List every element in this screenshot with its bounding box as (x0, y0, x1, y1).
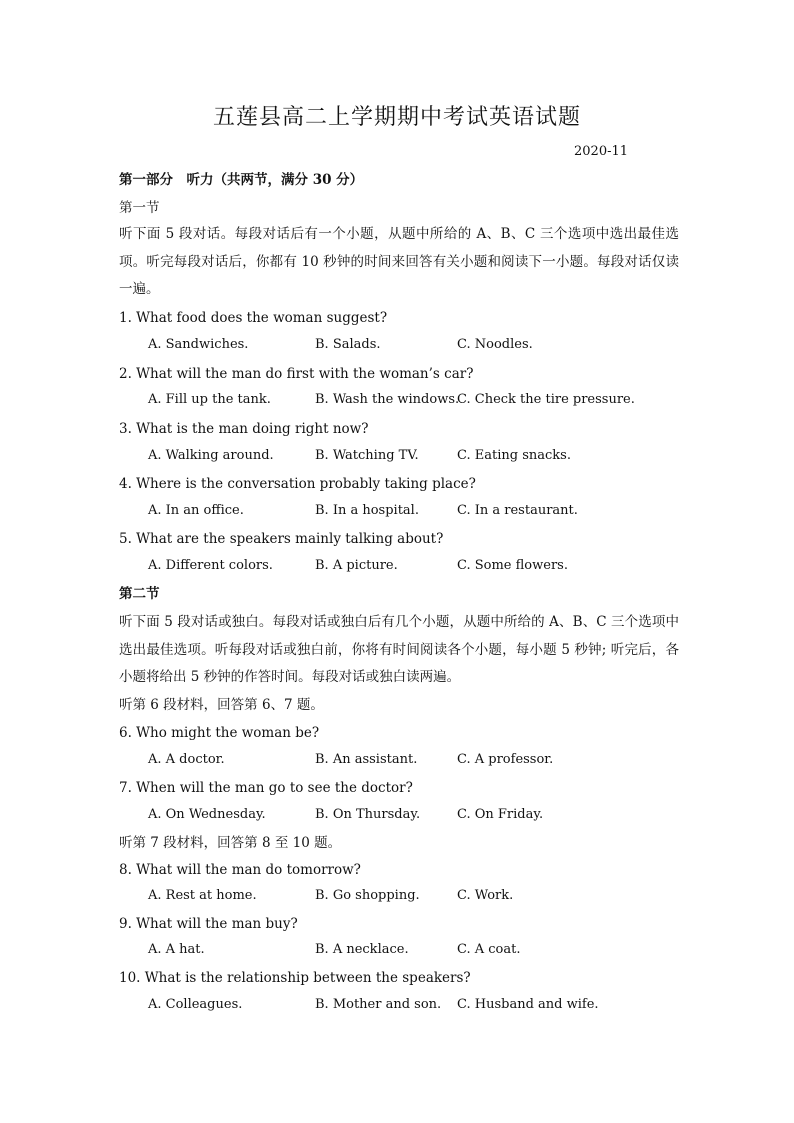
q3-option-c: C. Eating snacks. (457, 448, 571, 463)
q2-option-b: B. Wash the windows. (315, 392, 460, 407)
q9-option-c: C. A coat. (457, 942, 521, 957)
question-4: 4. Where is the conversation probably taking place? (119, 476, 476, 492)
q2-option-c: C. Check the tire pressure. (457, 392, 635, 407)
q3-option-a: A. Walking around. (148, 448, 274, 463)
section2-instructions: 听下面 5 段对话或独白。每段对话或独白后有几个小题，从题中所给的 A、B、C 三个选项中选出最佳选项。听每段对话或独白前，你将有时间阅读各个小题，每小题 5 秒钟; 听完后，各小题将给出 5 秒钟的作答时间。每段对话或独白读两遍。 (119, 614, 679, 685)
question-1: 1. What food does the woman suggest? (119, 310, 388, 326)
q3-option-b: B. Watching TV. (315, 448, 419, 463)
q5-option-b: B. A picture. (315, 558, 398, 573)
page-title: 五莲县高二上学期期中考试英语试题 (212, 105, 581, 130)
question-7: 7. When will the man go to see the doctor? (119, 780, 413, 796)
exam-date: 2020-11 (574, 144, 629, 159)
q5-option-c: C. Some flowers. (457, 558, 568, 573)
q10-option-b: B. Mother and son. (315, 997, 442, 1012)
question-10: 10. What is the relationship between the speakers? (119, 970, 471, 986)
question-9: 9. What will the man buy? (119, 916, 298, 932)
q4-option-b: B. In a hospital. (315, 503, 419, 518)
q8-option-c: C. Work. (457, 888, 514, 903)
q10-option-c: C. Husband and wife. (457, 997, 599, 1012)
q8-option-b: B. Go shopping. (315, 888, 420, 903)
material7-note: 听第 7 段材料，回答第 8 至 10 题。 (119, 835, 342, 851)
question-6: 6. Who might the woman be? (119, 725, 320, 741)
q7-option-c: C. On Friday. (457, 807, 544, 822)
section2-label: 第二节 (119, 586, 160, 602)
q6-option-b: B. An assistant. (315, 752, 418, 767)
material6-note: 听第 6 段材料，回答第 6、7 题。 (119, 697, 324, 713)
q7-option-b: B. On Thursday. (315, 807, 421, 822)
q2-option-a: A. Fill up the tank. (148, 392, 271, 407)
q9-option-a: A. A hat. (148, 942, 205, 957)
q1-option-b: B. Salads. (315, 337, 381, 352)
part1-heading: 第一部分 听力（共两节，满分 30 分） (119, 172, 364, 188)
q7-option-a: A. On Wednesday. (148, 807, 266, 822)
q5-option-a: A. Different colors. (148, 558, 273, 573)
question-3: 3. What is the man doing right now? (119, 421, 369, 437)
q6-option-a: A. A doctor. (148, 752, 225, 767)
question-2: 2. What will the man do first with the woman’s car? (119, 366, 474, 382)
section1-instructions: 听下面 5 段对话。每段对话后有一个小题，从题中所给的 A、B、C 三个选项中选出最佳选项。听完每段对话后，你都有 10 秒钟的时间来回答有关小题和阅读下一小题。每段对话仅读一遍。 (119, 226, 679, 297)
section1-label: 第一节 (119, 200, 160, 216)
q8-option-a: A. Rest at home. (148, 888, 257, 903)
q6-option-c: C. A professor. (457, 752, 554, 767)
question-8: 8. What will the man do tomorrow? (119, 862, 361, 878)
q10-option-a: A. Colleagues. (148, 997, 243, 1012)
q1-option-c: C. Noodles. (457, 337, 533, 352)
q9-option-b: B. A necklace. (315, 942, 409, 957)
question-5: 5. What are the speakers mainly talking about? (119, 531, 444, 547)
q4-option-a: A. In an office. (148, 503, 244, 518)
q4-option-c: C. In a restaurant. (457, 503, 578, 518)
q1-option-a: A. Sandwiches. (148, 337, 249, 352)
